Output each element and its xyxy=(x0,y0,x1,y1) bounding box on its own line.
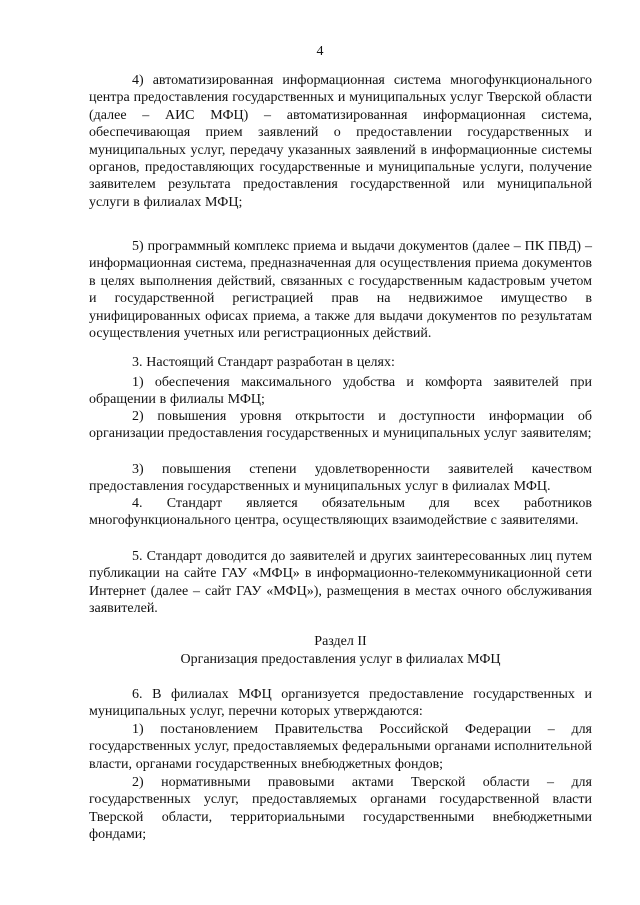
paragraph-item-5-pk-pvd: 5) программный комплекс приема и выдачи документов (далее – ПК ПВД) – информационная система, предназначенная для осуществления приема документов в целях выполнения действий, связанных с государственным кадастровым учетом и государственной регистрацией прав на недвижимое имущество в унифицированных офисах приема, а также для выдачи документов по результатам осуществления учетных или регистрационных действий. xyxy=(89,239,592,342)
paragraph-clause-6: 6. В филиалах МФЦ организуется предоставление государственных и муниципальных услуг, перечни которых утверждаются: xyxy=(89,687,592,720)
paragraph-clause-5: 5. Стандарт доводится до заявителей и других заинтересованных лиц путем публикации на сайте ГАУ «МФЦ» в информационно-телекоммуникационной сети Интернет (далее – сайт ГАУ «МФЦ»), размещения в местах очного обслуживания заявителей. xyxy=(89,549,592,617)
section-title: Раздел II xyxy=(314,634,367,649)
paragraph-goal-3: 3) повышения степени удовлетворенности заявителей качеством предоставления государственных и муниципальных услуг в филиалах МФЦ. xyxy=(89,462,592,495)
paragraph-clause-4: 4. Стандарт является обязательным для всех работников многофункционального центра, осуществляющих взаимодействие с заявителями. xyxy=(89,496,592,529)
paragraph-clause-3: 3. Настоящий Стандарт разработан в целях: xyxy=(132,355,395,370)
paragraph-goal-1: 1) обеспечения максимального удобства и комфорта заявителей при обращении в филиалы МФЦ; xyxy=(89,375,592,408)
paragraph-item-4-ais-mfc: 4) автоматизированная информационная система многофункционального центра предоставления государственных и муниципальных услуг Тверской области (далее – АИС МФЦ) – автоматизированная информационная система, обеспечивающая прием заявлений о предоставлении государственных и муниципальных услуг, передачу указанных заявлений в информационные системы органов, предоставляющих государственные и муниципальные услуги, получение заявителем результата предоставления государственной или муниципальной услуги в филиалах МФЦ; xyxy=(89,73,592,210)
section-subtitle: Организация предоставления услуг в филиалах МФЦ xyxy=(180,652,501,667)
paragraph-list-1: 1) постановлением Правительства Российской Федерации – для государственных услуг, предоставляемых федеральными органами исполнительной власти, органами государственных внебюджетных фондов; xyxy=(89,722,592,772)
paragraph-goal-2: 2) повышения уровня открытости и доступности информации об организации предоставления государственных и муниципальных услуг заявителям; xyxy=(89,409,592,442)
paragraph-list-2: 2) нормативными правовыми актами Тверской области – для государственных услуг, предоставляемых органами государственной власти Тверской области, территориальными государственными внебюджетными фондами; xyxy=(89,775,592,843)
page-number: 4 xyxy=(316,44,324,59)
